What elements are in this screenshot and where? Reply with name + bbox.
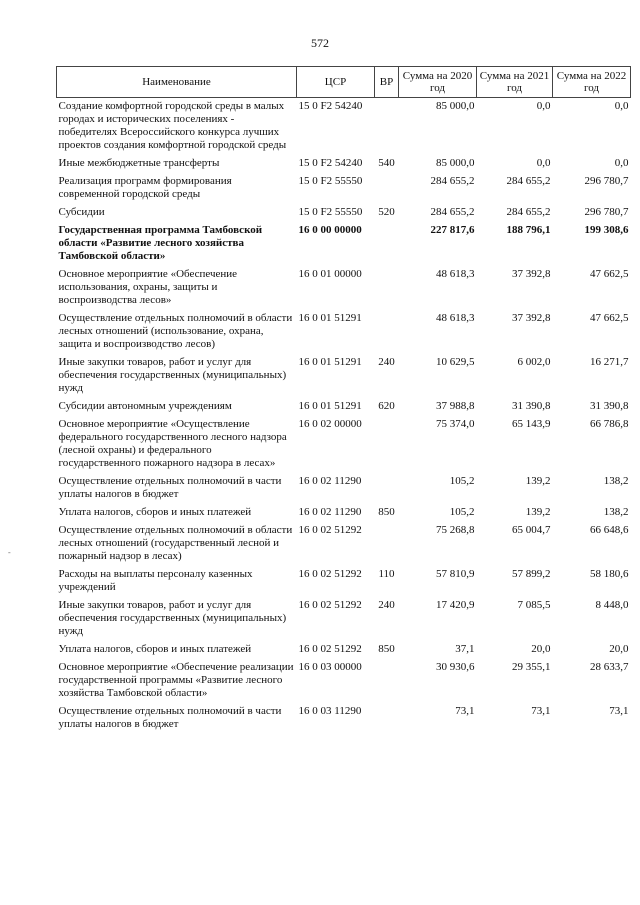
cell-vr: 850 [378,643,395,655]
cell-sum-2022: 47 662,5 [590,312,629,324]
table-row [57,416,631,473]
cell-csr: 16 0 01 51291 [298,312,362,324]
cell-vr [375,659,399,703]
cell-sum-2022: 20,0 [609,643,629,655]
cell-name: Иные закупки товаров, работ и услуг для обеспечения государственных (муниципальных) нужд [58,356,287,394]
cell-sum-2022: 28 633,7 [590,661,629,673]
cell-name: Уплата налогов, сборов и иных платежей [58,506,252,518]
cell-csr: 16 0 02 51292 [298,568,362,580]
cell-sum-2022: 0,0 [614,157,629,169]
cell-sum-2022: 296 780,7 [584,206,629,218]
table-row [57,98,631,156]
cell-sum-2021: 6 002,0 [517,356,551,368]
cell-vr: 520 [378,206,395,218]
cell-sum-2021: 37 392,8 [512,268,551,280]
cell-sum-2020: 284 655,2 [430,206,475,218]
table-row [57,473,631,504]
cell-name: Осуществление отдельных полномочий в части уплаты налогов в бюджет [58,705,282,730]
cell-sum-2022: 296 780,7 [584,175,629,187]
table-row [57,504,631,522]
cell-sum-2020: 37,1 [455,643,475,655]
cell-name: Иные закупки товаров, работ и услуг для обеспечения государственных (муниципальных) нужд [58,599,287,637]
cell-sum-2021: 29 355,1 [512,661,551,673]
cell-sum-2020: 75 268,8 [436,524,475,536]
cell-sum-2021: 65 004,7 [512,524,551,536]
cell-sum-2022: 138,2 [603,506,629,518]
cell-vr [375,310,399,354]
cell-sum-2020: 10 629,5 [436,356,475,368]
cell-sum-2020: 30 930,6 [436,661,475,673]
cell-vr: 240 [378,599,395,611]
cell-sum-2021: 0,0 [536,157,551,169]
header-csr: ЦСР [297,67,375,98]
cell-vr: 110 [378,568,395,580]
header-sum-2022: Сумма на 2022 год [553,67,631,98]
cell-sum-2022: 66 648,6 [590,524,629,536]
cell-vr [375,703,399,734]
cell-sum-2020: 75 374,0 [436,418,475,430]
cell-sum-2020: 73,1 [455,705,475,717]
cell-sum-2021: 284 655,2 [506,175,551,187]
table-header-row [57,67,631,98]
cell-sum-2021: 188 796,1 [506,224,551,236]
cell-vr [375,473,399,504]
cell-sum-2020: 227 817,6 [430,224,475,236]
cell-name: Осуществление отдельных полномочий в области лесных отношений (государственный лесной и пожарный надзор в лесах) [58,524,293,562]
page-number: 572 [311,36,329,50]
table-row [57,204,631,222]
cell-sum-2022: 66 786,8 [590,418,629,430]
cell-sum-2022: 73,1 [609,705,629,717]
cell-vr: 240 [378,356,395,368]
table-row [57,173,631,204]
cell-name: Основное мероприятие «Осуществление федерального государственного лесного надзора (лесной охраны) и федерального государственного пожарного надзора в лесах» [58,418,287,469]
cell-name: Субсидии [58,206,105,218]
cell-sum-2020: 85 000,0 [436,157,475,169]
table-row [57,522,631,566]
cell-sum-2020: 284 655,2 [430,175,475,187]
cell-vr [375,98,399,156]
table-row [57,222,631,266]
table-row [57,310,631,354]
table-row [57,266,631,310]
cell-csr: 16 0 02 51292 [298,524,362,536]
cell-sum-2022: 16 271,7 [590,356,629,368]
margin-mark: - [8,548,11,557]
cell-name: Уплата налогов, сборов и иных платежей [58,643,252,655]
cell-sum-2021: 57 899,2 [512,568,551,580]
cell-name: Основное мероприятие «Обеспечение использования, охраны, защиты и воспроизводства лесов» [58,268,238,306]
cell-vr: 540 [378,157,395,169]
table-row [57,597,631,641]
header-vr: ВР [375,67,399,98]
cell-vr: 620 [378,400,395,412]
cell-sum-2021: 139,2 [525,506,551,518]
cell-csr: 16 0 02 00000 [298,418,362,430]
cell-sum-2020: 48 618,3 [436,268,475,280]
cell-sum-2022: 58 180,6 [590,568,629,580]
cell-name: Создание комфортной городской среды в малых городах и исторических поселениях - победителях Всероссийского конкурса лучших проектов создания комфортной городской среды [58,100,287,151]
cell-csr: 16 0 01 51291 [298,356,362,368]
cell-sum-2020: 57 810,9 [436,568,475,580]
cell-vr [375,416,399,473]
header-sum-2020: Сумма на 2020 год [399,67,477,98]
cell-name: Субсидии автономным учреждениям [58,400,232,412]
cell-name: Государственная программа Тамбовской области «Развитие лесного хозяйства Тамбовской области» [58,224,263,262]
cell-csr: 16 0 03 11290 [298,705,362,717]
cell-sum-2020: 48 618,3 [436,312,475,324]
cell-sum-2022: 0,0 [614,100,629,112]
cell-vr: 850 [378,506,395,518]
table-row [57,155,631,173]
cell-csr: 15 0 F2 55550 [298,206,363,218]
cell-sum-2021: 0,0 [536,100,551,112]
header-name: Наименование [57,67,297,98]
table-row [57,659,631,703]
cell-name: Осуществление отдельных полномочий в области лесных отношений (использование, охрана, защита и воспроизводство лесов) [58,312,293,350]
cell-sum-2021: 37 392,8 [512,312,551,324]
cell-csr: 16 0 00 00000 [298,224,362,236]
cell-sum-2021: 65 143,9 [512,418,551,430]
table-row [57,398,631,416]
cell-sum-2020: 105,2 [449,475,475,487]
cell-csr: 16 0 02 51292 [298,599,362,611]
cell-sum-2021: 7 085,5 [517,599,551,611]
cell-csr: 15 0 F2 55550 [298,175,363,187]
cell-sum-2020: 17 420,9 [436,599,475,611]
cell-csr: 16 0 01 00000 [298,268,362,280]
cell-name: Основное мероприятие «Обеспечение реализации государственной программы «Развитие лесного хозяйства Тамбовской области» [58,661,294,699]
table-row [57,566,631,597]
cell-sum-2022: 31 390,8 [590,400,629,412]
budget-table [56,66,631,734]
cell-csr: 16 0 02 11290 [298,506,362,518]
cell-csr: 16 0 03 00000 [298,661,362,673]
cell-sum-2022: 8 448,0 [595,599,629,611]
cell-name: Осуществление отдельных полномочий в части уплаты налогов в бюджет [58,475,282,500]
cell-sum-2022: 138,2 [603,475,629,487]
table-row [57,354,631,398]
cell-sum-2022: 199 308,6 [584,224,629,236]
cell-sum-2021: 31 390,8 [512,400,551,412]
cell-sum-2021: 20,0 [531,643,551,655]
cell-csr: 16 0 02 51292 [298,643,362,655]
cell-sum-2021: 73,1 [531,705,551,717]
cell-csr: 15 0 F2 54240 [298,100,363,112]
cell-sum-2021: 284 655,2 [506,206,551,218]
cell-vr [375,522,399,566]
cell-sum-2020: 85 000,0 [436,100,475,112]
cell-name: Реализация программ формирования современной городской среды [58,175,232,200]
cell-csr: 16 0 01 51291 [298,400,362,412]
cell-sum-2022: 47 662,5 [590,268,629,280]
cell-name: Иные межбюджетные трансферты [58,157,220,169]
header-sum-2021: Сумма на 2021 год [477,67,553,98]
cell-csr: 15 0 F2 54240 [298,157,363,169]
cell-sum-2020: 37 988,8 [436,400,475,412]
cell-vr [375,173,399,204]
cell-vr [375,222,399,266]
cell-vr [375,266,399,310]
cell-name: Расходы на выплаты персоналу казенных учреждений [58,568,253,593]
cell-sum-2021: 139,2 [525,475,551,487]
cell-csr: 16 0 02 11290 [298,475,362,487]
table-row [57,641,631,659]
table-row [57,703,631,734]
cell-sum-2020: 105,2 [449,506,475,518]
